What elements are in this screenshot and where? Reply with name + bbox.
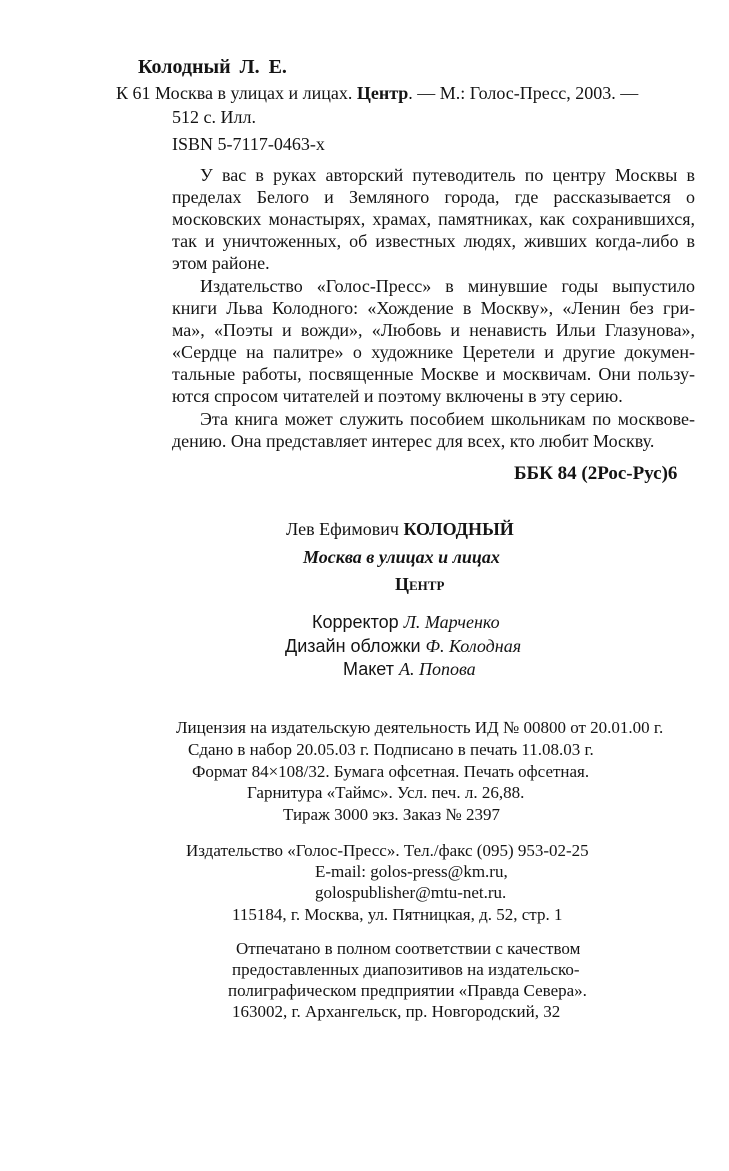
annotation-p1-line: У вас в руках авторский путеводитель по центру Москвы в <box>200 165 695 185</box>
printer-line: полиграфическом предприятии «Правда Севера». <box>228 981 587 1000</box>
author-heading: Колодный Л. Е. <box>138 56 287 78</box>
imprint-part: Центр <box>395 574 445 594</box>
catalog-subtitle: Центр <box>356 83 409 103</box>
staff-line-cover-design <box>285 637 521 655</box>
production-line: Тираж 3000 экз. Заказ № 2397 <box>283 805 500 824</box>
printer-line: предоставленных диапозитивов на издательско- <box>232 960 580 979</box>
staff-role: Корректор <box>312 612 399 632</box>
bbk-index: ББК 84 (2Рос-Рус)6 <box>514 463 678 484</box>
catalog-pages: 512 с. Илл. <box>172 107 256 127</box>
production-line: Сдано в набор 20.05.03 г. Подписано в печать 11.08.03 г. <box>188 740 594 759</box>
annotation-p1-line: московских монастырях, храмах, памятниках, как сохранившихся, <box>172 209 695 229</box>
annotation-p2-line: ются спросом читателей и поэтому включены в эту серию. <box>172 386 623 406</box>
annotation-p2-line: ма», «Поэты и вожди», «Любовь и ненависть Ильи Глазунова», <box>172 320 695 340</box>
publisher-email: golospublisher@mtu-net.ru. <box>315 883 507 902</box>
staff-name: А. Попова <box>398 659 476 679</box>
catalog-pub-info: . — М.: Голос-Пресс, 2003. — <box>408 83 639 103</box>
catalog-entry-line <box>116 84 638 102</box>
imprint-author-name: Лев Ефимович <box>286 519 399 539</box>
staff-role: Дизайн обложки <box>285 636 421 656</box>
annotation-p2-line: «Сердце на палитре» о художнике Церетели и другие докумен- <box>172 342 695 362</box>
annotation-p2-line: книги Льва Колодного: «Хождение в Москву», «Ленин без гри- <box>172 298 695 318</box>
annotation-p1-line: этом районе. <box>172 253 270 273</box>
annotation-p1-line: пределах Белого и Земляного города, где рассказывается о <box>172 187 695 207</box>
annotation-p2-line: тальные работы, посвященные Москве и москвичам. Они пользу- <box>172 364 695 384</box>
production-line: Формат 84×108/32. Бумага офсетная. Печать офсетная. <box>192 762 590 781</box>
imprint-author <box>286 520 514 538</box>
publisher-email: E-mail: golos-press@km.ru, <box>315 862 508 881</box>
catalog-isbn: ISBN 5-7117-0463-x <box>172 134 325 154</box>
annotation-p1-line: так и уничтоженных, об известных людях, живших когда-либо в <box>172 231 695 251</box>
imprint-author-surname: КОЛОДНЫЙ <box>403 519 514 539</box>
imprint-book-title: Москва в улицах и лицах <box>303 547 500 567</box>
annotation-p3-line: Эта книга может служить пособием школьникам по москвове- <box>200 409 695 429</box>
staff-line-layout <box>343 660 476 678</box>
catalog-code: К 61 <box>116 83 151 103</box>
catalog-title: Москва в улицах и лицах. <box>155 83 353 103</box>
staff-name: Л. Марченко <box>403 612 500 632</box>
annotation-p2-line: Издательство «Голос-Пресс» в минувшие годы выпустило <box>200 276 695 296</box>
publisher-address: 115184, г. Москва, ул. Пятницкая, д. 52, стр. 1 <box>232 905 563 924</box>
staff-line-corrector <box>312 613 500 631</box>
annotation-p3-line: дению. Она представляет интерес для всех, кто любит Москву. <box>172 431 655 451</box>
production-line: Гарнитура «Таймс». Усл. печ. л. 26,88. <box>247 783 525 802</box>
printer-address: 163002, г. Архангельск, пр. Новгородский, 32 <box>232 1002 561 1021</box>
printer-line: Отпечатано в полном соответствии с качеством <box>236 939 581 958</box>
staff-role: Макет <box>343 659 394 679</box>
publisher-line: Издательство «Голос-Пресс». Тел./факс (095) 953-02-25 <box>186 841 589 860</box>
staff-name: Ф. Колодная <box>425 636 522 656</box>
production-line: Лицензия на издательскую деятельность ИД № 00800 от 20.01.00 г. <box>176 718 664 737</box>
